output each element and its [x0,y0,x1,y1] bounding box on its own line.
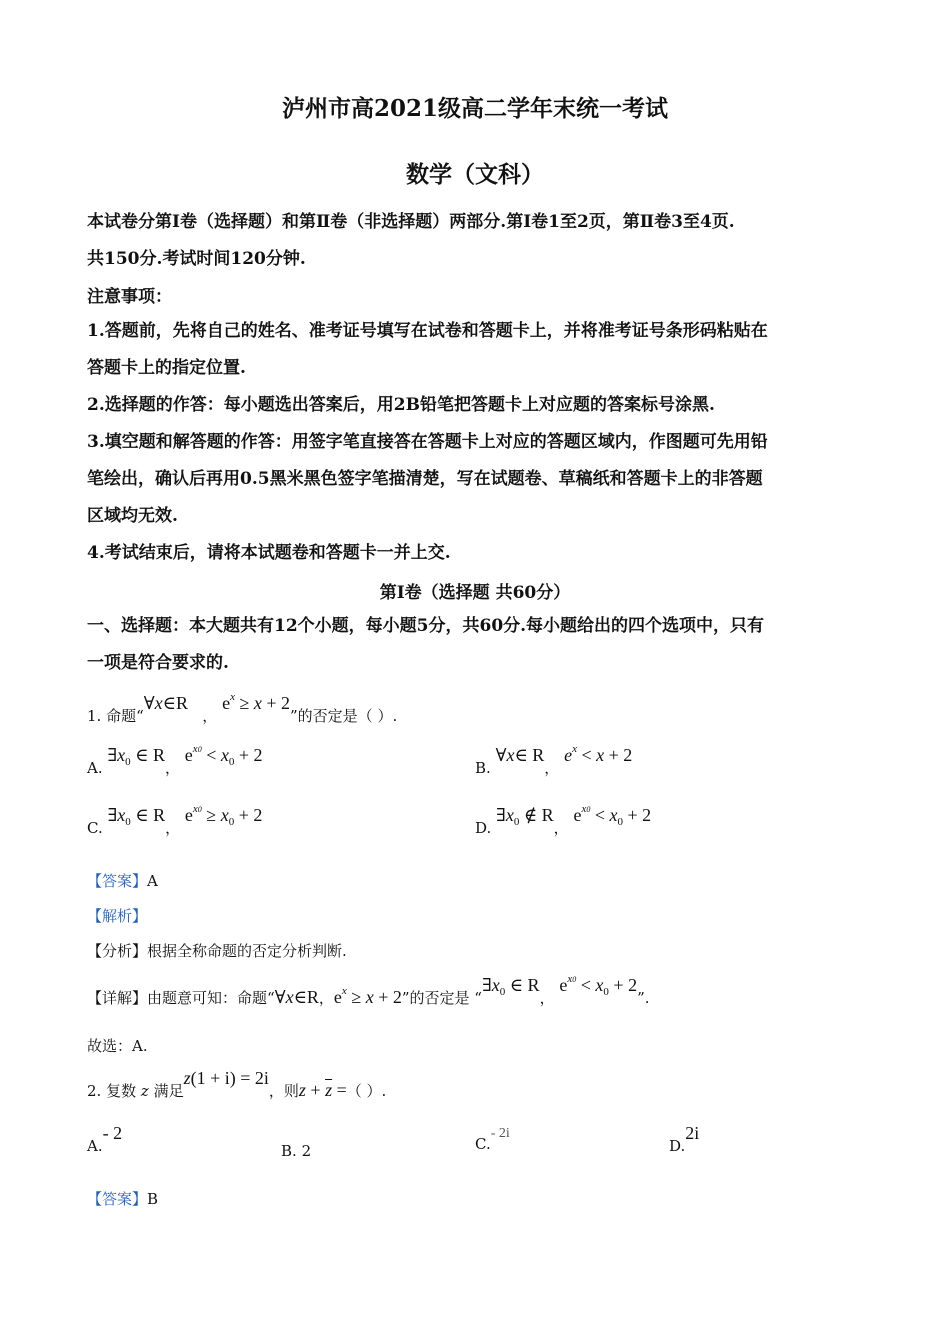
q2-option-c[interactable]: C.- 2i [475,1126,510,1153]
q1-conclusion: 故选：A. [87,1037,148,1055]
notice-heading: 注意事项： [87,287,172,307]
question-1-stem: 1. 命题“∀x∈R ， $e^x \ge x + 2$”的否定是（ ）. [87,691,398,725]
section-instructions-a: 一、选择题：本大题共有12个小题，每小题5分，共60分.每小题给出的四个选项中，只有 [87,616,765,636]
q2-answer: 【答案】B [87,1190,159,1208]
exam-subtitle: 数学（文科） [406,161,544,188]
notice-1a: 1.答题前，先将自己的姓名、准考证号填写在试卷和答题卡上，并将准考证号条形码粘贴在 [87,321,768,341]
notice-3c: 区域均无效. [87,506,178,526]
answer-tag: 【答案】 [87,872,148,890]
answer-tag: 【答案】 [87,1190,148,1208]
intro-line-2: 共150分.考试时间120分钟. [87,249,306,269]
q1-answer: 【答案】A [87,872,158,890]
q1-option-a[interactable]: A. $\exists x_0$ ∈ R， $e^{x0} < x_0 + 2$ [87,743,263,777]
q1-option-c[interactable]: C. $\exists x_0$ ∈ R， $e^{x0} \ge x_0 + 2$ [87,803,263,837]
formula-z-plus-conj-z: $z + \overline{z}$ = [298,1080,347,1100]
intro-line-1: 本试卷分第Ⅰ卷（选择题）和第Ⅱ卷（非选择题）两部分.第Ⅰ卷1至2页，第Ⅱ卷3至4页. [87,212,735,232]
notice-4: 4.考试结束后，请将本试题卷和答题卡一并上交. [87,543,451,563]
notice-1b: 答题卡上的指定位置. [87,358,246,378]
q1-option-b[interactable]: B. ∀x∈ R， $e^x < x + 2$ [475,743,633,777]
notice-3a: 3.填空题和解答题的作答：用签字笔直接答在答题卡上对应的答题区域内，作图题可先用铅 [87,432,768,452]
section-instructions-b: 一项是符合要求的. [87,653,229,673]
exam-title: 泸州市高2021级高二学年末统一考试 [281,95,668,122]
formula-z-1-plus-i: z(1 + i) = 2i [183,1068,269,1088]
q1-fenxi: 【分析】根据全称命题的否定分析判断. [87,942,347,960]
section-heading: 第Ⅰ卷（选择题 共60分） [379,583,571,603]
formula-forall-x-in-R: ∀x∈R [143,693,188,713]
q2-option-d[interactable]: D.2i [669,1123,700,1155]
q2-option-b[interactable]: B. 2 [281,1142,312,1160]
q1-option-d[interactable]: D. $\exists x_0$ ∉ R， $e^{x0} < x_0 + 2$ [475,803,652,837]
notice-3b: 笔绘出，确认后再用0.5黑米黑色签字笔描清楚，写在试题卷、草稿纸和答题卡上的非答题 [87,469,763,489]
q1-analysis-tag: 【解析】 [87,907,148,925]
formula-ex-ge-x-plus-2: $e^x \ge x + 2$ [222,691,291,713]
question-2-stem: 2. 复数 z 满足z(1 + i) = 2i，则$z + \overline{z}$ =（ ）. [87,1068,387,1100]
notice-2: 2.选择题的作答：每小题选出答案后，用2B铅笔把答题卡上对应题的答案标号涂黑. [87,395,715,415]
q2-option-a[interactable]: A.- 2 [87,1123,123,1155]
q1-detail: 【详解】由题意可知：命题“∀x∈R，$e^x \ge x + 2$”的否定是 “$\exists x_0$ ∈ R， $e^{x0} < x_0 + 2$”. [87,973,650,1007]
